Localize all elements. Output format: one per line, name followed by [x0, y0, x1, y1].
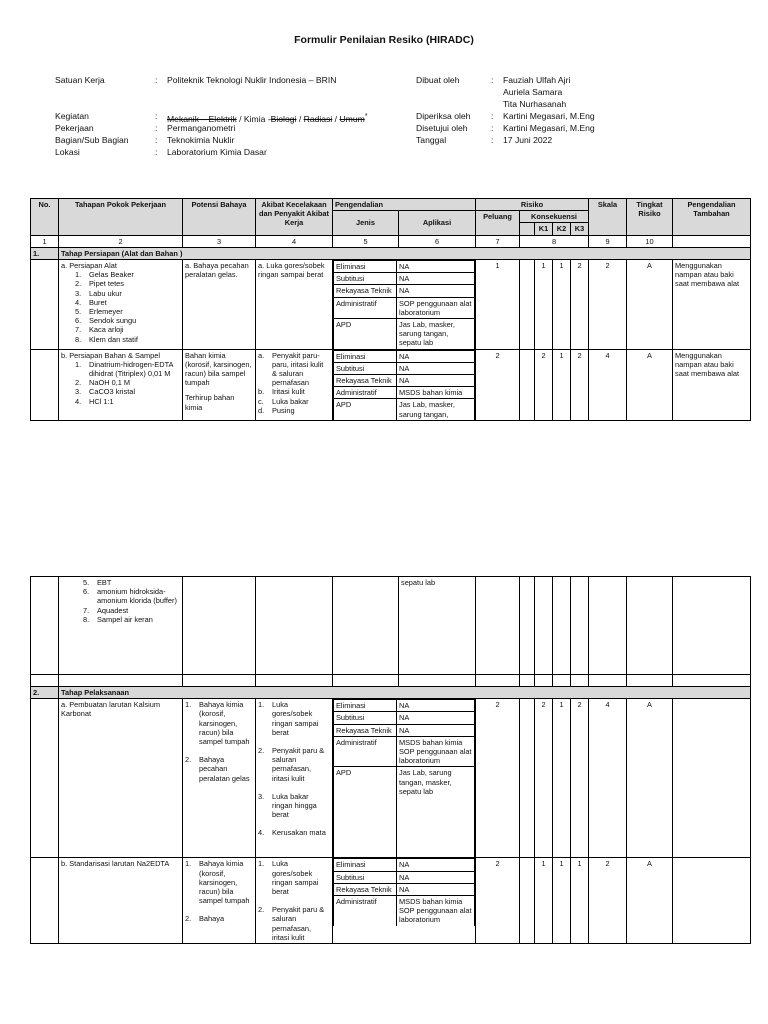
task-title: b. Persiapan Bahan & Sampel [61, 350, 161, 360]
header-tahapan: Tahapan Pokok Pekerjaan [59, 199, 183, 236]
control-type: Subtitusi [334, 871, 397, 883]
control-app: NA [397, 700, 475, 712]
akibat-item: Luka bakar [272, 396, 309, 406]
header-akibat: Akibat Kecelakaan dan Penyakit Akibat Kerja [256, 199, 333, 236]
meta-key: Lokasi [55, 147, 80, 157]
header-potensi: Potensi Bahaya [183, 199, 256, 236]
task-title: a. Pembuatan larutan Kalsium Karbonat [59, 699, 183, 858]
list-item: EBT [97, 578, 112, 587]
control-app: NA [397, 273, 475, 285]
header-k2: K2 [553, 223, 571, 235]
col-number: 1 [31, 235, 59, 247]
control-type: Eliminasi [334, 859, 397, 871]
peluang-value: 2 [476, 349, 520, 420]
control-app: Jas Lab, masker, sarung tangan, sepatu lab [397, 319, 475, 349]
table-row: b. Persiapan Bahan & Sampel 1. Dinatrium-hidrogen-EDTA dihidrat (Titriplex) 0,01 M 2. NaOH 0,1 M 3. CaCO3 kristal 4. HCl 1:1 Bahan kimia (korosif, karsinogen, racun) bila sampel tumpah Terhirup bahan kimia a. Penyakit paru-paru, iritasi kulit & saluran pernafasan b. Iritasi kulit c. Luka bakar d. Pusing Eliminasi NA Subtitusi NA Rekayasa Teknik NA Administratif MSDS bahan kimia APD Jas Lab, masker, sarung tangan, 2 2 1 2 4 A Menggunakan nampan atau baki saat membawa alat [31, 349, 751, 420]
colon: : [491, 135, 494, 145]
list-item: Sendok sungu [89, 316, 137, 326]
skala-value: 4 [589, 699, 627, 858]
control-app: NA [397, 375, 475, 387]
control-table [333, 260, 475, 349]
control-type: Eliminasi [334, 700, 397, 712]
akibat-item: Kerusakan mata [272, 828, 326, 838]
table-row: a. Persiapan Alat 1. Gelas Beaker 2. Pipet tetes 3. Labu ukur 4. Buret 5. Erlemeyer 6. Sendok sungu 7. Kaca arloji 8. Klem dan statif a. Bahaya pecahan peralatan gelas. a. Luka gores/sobek ringan sampai berat Eliminasi NA Subtitusi NA Rekayasa Teknik NA Administratif SOP penggunaan alat laboratorium APD Jas Lab, masker, sarung tangan, sepatu lab 1 1 1 2 2 A Menggunakan nampan atau baki saat membawa alat [31, 260, 751, 350]
k1-value: 2 [535, 349, 553, 420]
table-row: b. Standarisasi larutan Na2EDTA 1. Bahaya kimia (korosif, karsinogen, racun) bila sampel tumpah 2. Bahaya 1. Luka gores/sobek ringan sampai berat 2. Penyakit paru & saluran pernafasan, iritasi kulit Eliminasi NA Subtitusi NA Rekayasa Teknik NA Administratif MSDS bahan kimia SOP penggunaan alat laboratorium 2 1 1 1 2 A [31, 858, 751, 944]
akibat-item: Luka gores/sobek ringan sampai berat [272, 859, 319, 897]
potensi-item: Bahaya kimia (korosif, karsinogen, racun) bila sampel tumpah [199, 859, 250, 906]
control-type: Eliminasi [334, 350, 397, 362]
meta-value: Permanganometri [167, 123, 236, 133]
list-item: Dinatrium-hidrogen-EDTA dihidrat (Titriplex) 0,01 M [89, 359, 174, 379]
tingkat-value: A [627, 699, 673, 858]
akibat-item: Penyakit paru-paru, iritasi kulit & saluran pernafasan [272, 350, 324, 388]
control-type: Administratif [334, 736, 397, 767]
control-type: Subtitusi [334, 273, 397, 285]
control-type: APD [334, 767, 397, 858]
task-title: b. Standarisasi larutan Na2EDTA [59, 858, 183, 944]
control-type: Rekayasa Teknik [334, 285, 397, 297]
k1-value: 1 [535, 858, 553, 944]
control-type: Rekayasa Teknik [334, 883, 397, 895]
list-item: Kaca arloji [89, 325, 124, 335]
control-app: Jas Lab, sarung tangan, masker, sepatu lab [397, 767, 475, 858]
meta-value: Auriela Samara [503, 87, 563, 97]
list-item: Pipet tetes [89, 279, 124, 289]
potensi-bahaya: Bahan kimia (korosif, karsinogen, racun) bila sampel tumpah [185, 350, 252, 388]
pengendalian-tambahan: Menggunakan nampan atau baki saat membawa alat [673, 349, 751, 420]
control-app: MSDS bahan kimia [397, 387, 475, 399]
potensi-bahaya: Terhirup bahan kimia [185, 393, 235, 412]
header-skala: Skala [589, 199, 627, 236]
header-pengendalian: Pengendalian [333, 199, 476, 211]
k3-value: 2 [571, 260, 589, 350]
kegiatan-text: / [332, 113, 340, 124]
meta-value: Kartini Megasari, M.Eng [503, 123, 595, 133]
tingkat-value: A [627, 349, 673, 420]
meta-value: 17 Juni 2022 [503, 135, 553, 145]
control-type: Administratif [334, 387, 397, 399]
col-number: 8 [520, 235, 589, 247]
peluang-value: 2 [476, 699, 520, 858]
tingkat-value: A [627, 858, 673, 944]
control-type: Rekayasa Teknik [334, 724, 397, 736]
table-row: 5. EBT 6. amonium hidroksida-amonium klorida (buffer) 7. Aquadest 8. Sampel air keran sepatu lab [31, 577, 751, 675]
col-number: 2 [59, 235, 183, 247]
kegiatan-text: / Kimia - [236, 113, 271, 124]
kegiatan-value [167, 110, 368, 122]
list-item: Erlemeyer [89, 307, 123, 317]
list-item: Gelas Beaker [89, 270, 134, 280]
list-item: NaOH 0,1 M [89, 378, 131, 388]
control-type: APD [334, 319, 397, 349]
control-app: NA [397, 883, 475, 895]
stage-number: 2. [31, 687, 59, 699]
skala-value: 2 [589, 260, 627, 350]
control-type: Administratif [334, 297, 397, 318]
pengendalian-tambahan: Menggunakan nampan atau baki saat membawa alat [673, 260, 751, 350]
meta-value: Politeknik Teknologi Nuklir Indonesia – BRIN [167, 75, 337, 85]
k2-value: 1 [553, 699, 571, 858]
k3-value: 1 [571, 858, 589, 944]
control-table [333, 858, 475, 925]
control-app: sepatu lab [399, 577, 476, 675]
kegiatan-struck: Radiasi [303, 113, 333, 124]
akibat-item: Luka bakar ringan hingga berat [272, 791, 317, 820]
control-app: SOP penggunaan alat laboratorium [397, 297, 475, 318]
potensi-item: Bahaya [199, 914, 225, 924]
meta-left [55, 74, 368, 158]
control-app: NA [397, 285, 475, 297]
control-app: NA [397, 871, 475, 883]
k2-value: 1 [553, 349, 571, 420]
colon: : [491, 123, 494, 133]
control-app: MSDS bahan kimia SOP penggunaan alat laboratorium [397, 896, 475, 926]
akibat: a. Luka gores/sobek ringan sampai berat [256, 260, 333, 350]
control-type: Eliminasi [334, 261, 397, 273]
stage-title: Tahap Persiapan (Alat dan Bahan ) [59, 247, 751, 259]
list-item: Labu ukur [89, 288, 122, 298]
control-app: NA [397, 362, 475, 374]
control-table [333, 350, 475, 420]
control-type: APD [334, 399, 397, 420]
skala-value: 4 [589, 349, 627, 420]
form-title: Formulir Penilaian Resiko (HIRADC) [294, 34, 474, 46]
control-app: NA [397, 350, 475, 362]
control-app: NA [397, 724, 475, 736]
control-app: MSDS bahan kimia SOP penggunaan alat laboratorium [397, 736, 475, 767]
header-konsekuensi: Konsekuensi [520, 211, 589, 223]
risk-table-page1 [30, 198, 751, 421]
header-tambahan: Pengendalian Tambahan [673, 199, 751, 236]
peluang-value: 2 [476, 858, 520, 944]
header-jenis: Jenis [333, 211, 399, 235]
kegiatan-struck: Biologi [270, 113, 297, 124]
akibat-item: Pusing [272, 405, 295, 415]
control-app: NA [397, 859, 475, 871]
kegiatan-text: / [296, 113, 304, 124]
risk-table-page2 [30, 576, 751, 944]
header-k1: K1 [535, 223, 553, 235]
meta-key: Dibuat oleh [416, 75, 460, 85]
peluang-value: 1 [476, 260, 520, 350]
colon: : [155, 135, 158, 145]
k1-value: 1 [535, 260, 553, 350]
potensi-item: Bahaya kimia (korosif, karsinogen, racun) bila sampel tumpah [199, 700, 250, 747]
meta-key: Disetujui oleh [416, 123, 468, 133]
col-number: 9 [589, 235, 627, 247]
list-item: CaCO3 kristal [89, 387, 135, 397]
meta-right [416, 74, 595, 146]
stage-title: Tahap Pelaksanaan [59, 687, 751, 699]
k3-value: 2 [571, 349, 589, 420]
list-item: Buret [89, 297, 107, 307]
kegiatan-struck: Mekanik – Elektrik [167, 113, 237, 124]
meta-value: Tita Nurhasanah [503, 99, 567, 109]
header-peluang: Peluang [476, 211, 520, 235]
header-no: No. [31, 199, 59, 236]
kegiatan-asterisk: * [364, 112, 368, 120]
k1-value: 2 [535, 699, 553, 858]
header-k3: K3 [571, 223, 589, 235]
header-aplikasi: Aplikasi [399, 211, 476, 235]
akibat-item: Iritasi kulit [272, 387, 305, 397]
task-title: a. Persiapan Alat [61, 261, 117, 271]
col-number: 4 [256, 235, 333, 247]
colon: : [155, 111, 158, 121]
potensi-item: Bahaya pecahan peralatan gelas [199, 755, 250, 783]
list-item: Aquadest [97, 605, 129, 615]
k2-value: 1 [553, 858, 571, 944]
header-tingkat: Tingkat Risiko [627, 199, 673, 236]
col-number: 6 [399, 235, 476, 247]
meta-key: Satuan Kerja [55, 75, 105, 85]
colon: : [155, 75, 158, 85]
control-type: Subtitusi [334, 362, 397, 374]
col-number: 7 [476, 235, 520, 247]
meta-value: Laboratorium Kimia Dasar [167, 147, 267, 157]
colon: : [155, 123, 158, 133]
col-number: 10 [627, 235, 673, 247]
meta-key: Diperiksa oleh [416, 111, 471, 121]
control-type: Administratif [334, 896, 397, 926]
control-table [333, 699, 475, 857]
meta-value: Teknokimia Nuklir [167, 135, 235, 145]
control-app: NA [397, 261, 475, 273]
meta-value: Kartini Megasari, M.Eng [503, 111, 595, 121]
header-risiko: Risiko [476, 199, 589, 211]
list-item: amonium hidroksida-amonium klorida (buffer) [97, 587, 177, 606]
colon: : [491, 111, 494, 121]
colon: : [155, 147, 158, 157]
control-app: Jas Lab, masker, sarung tangan, [397, 399, 475, 420]
k3-value: 2 [571, 699, 589, 858]
meta-key: Tanggal [416, 135, 447, 145]
list-item: HCl 1:1 [89, 396, 114, 406]
col-number: 5 [333, 235, 399, 247]
meta-key: Kegiatan [55, 111, 89, 121]
list-item: Klem dan statif [89, 334, 138, 344]
meta-key: Bagian/Sub Bagian [55, 135, 129, 145]
list-item: Sampel air keran [97, 614, 153, 624]
control-type: Subtitusi [334, 712, 397, 724]
colon: : [491, 75, 494, 85]
stage-number: 1. [31, 247, 59, 259]
meta-value: Fauziah Ulfah Ajri [503, 75, 571, 85]
akibat-item: Luka gores/sobek ringan sampai berat [272, 700, 319, 737]
potensi-bahaya: a. Bahaya pecahan peralatan gelas. [183, 260, 256, 350]
control-app: NA [397, 712, 475, 724]
table-row: a. Pembuatan larutan Kalsium Karbonat 1. Bahaya kimia (korosif, karsinogen, racun) bila sampel tumpah 2. Bahaya pecahan peralatan gelas 1. Luka gores/sobek ringan sampai berat 2. Penyakit paru & saluran pernafasan, iritasi kulit 3. Luka bakar ringan hingga berat 4. Kerusakan mata Eliminasi NA Subtitusi NA Rekayasa Teknik NA Administratif MSDS bahan kimia SOP penggunaan alat laboratorium APD Jas Lab, sarung tangan, masker, sepatu lab 2 2 1 2 4 A [31, 699, 751, 858]
kegiatan-struck: Umum [339, 113, 365, 124]
k2-value: 1 [553, 260, 571, 350]
tingkat-value: A [627, 260, 673, 350]
control-type: Rekayasa Teknik [334, 375, 397, 387]
meta-key: Pekerjaan [55, 123, 94, 133]
skala-value: 2 [589, 858, 627, 944]
akibat-item: Penyakit paru & saluran pernafasan, iritasi kulit [272, 746, 325, 783]
col-number: 3 [183, 235, 256, 247]
akibat-item: Penyakit paru & saluran pernafasan, iritasi kulit [272, 905, 325, 942]
